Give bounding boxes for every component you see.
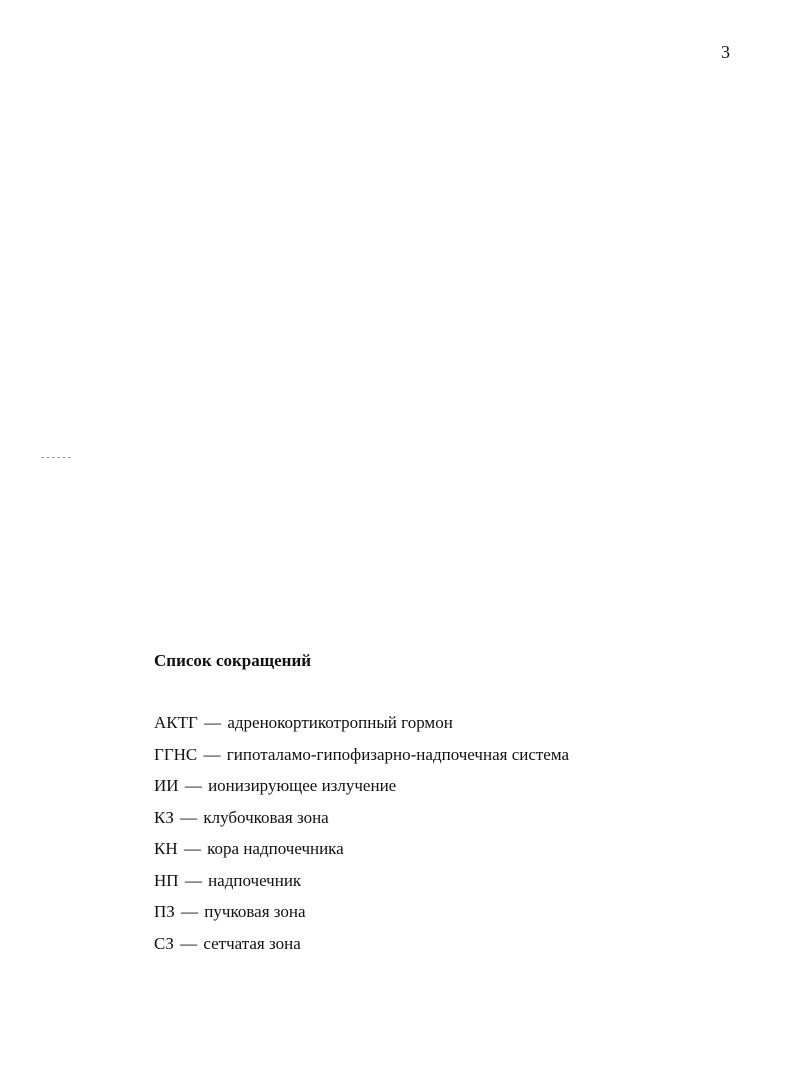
abbreviation-dash: — xyxy=(204,713,222,732)
abbreviation-item xyxy=(154,807,569,839)
abbreviation-term: СЗ xyxy=(154,933,174,953)
abbreviation-term: ИИ xyxy=(154,776,179,795)
abbreviation-item xyxy=(154,870,569,902)
abbreviation-definition: гипоталамо-гипофизарно-надпочечная система xyxy=(226,744,570,764)
abbreviation-item xyxy=(154,775,569,807)
abbreviation-dash: — xyxy=(184,776,202,795)
abbreviation-item xyxy=(154,933,569,965)
abbreviation-item xyxy=(154,712,569,744)
abbreviation-definition: ионизирующее излучение xyxy=(208,776,397,795)
scan-artifact-mark xyxy=(41,457,71,458)
abbreviation-definition: пучковая зона xyxy=(204,902,306,921)
abbreviation-definition: кора надпочечника xyxy=(207,839,344,858)
abbreviation-item xyxy=(154,838,569,870)
abbreviation-term: ГГНС xyxy=(154,744,198,764)
abbreviation-item xyxy=(154,901,569,933)
abbreviation-list xyxy=(154,712,569,964)
abbreviation-dash: — xyxy=(203,744,221,764)
abbreviation-term: НП xyxy=(154,870,179,890)
section-title: Список сокращений xyxy=(154,651,312,670)
abbreviation-item xyxy=(154,744,569,776)
abbreviation-term: ПЗ xyxy=(154,902,175,921)
abbreviation-definition: сетчатая зона xyxy=(203,933,301,953)
abbreviation-dash: — xyxy=(180,933,198,953)
abbreviation-term: АКТГ xyxy=(154,713,198,732)
abbreviation-definition: адренокортикотропный гормон xyxy=(227,713,453,732)
abbreviation-dash: — xyxy=(181,902,199,921)
abbreviation-dash: — xyxy=(180,807,198,827)
abbreviation-dash: — xyxy=(183,839,201,858)
abbreviation-dash: — xyxy=(184,870,202,890)
abbreviation-definition: надпочечник xyxy=(208,870,302,890)
abbreviation-term: КЗ xyxy=(154,807,174,827)
page-number: 3 xyxy=(721,42,730,62)
abbreviation-definition: клубочковая зона xyxy=(203,807,329,827)
abbreviation-term: КН xyxy=(154,839,178,858)
